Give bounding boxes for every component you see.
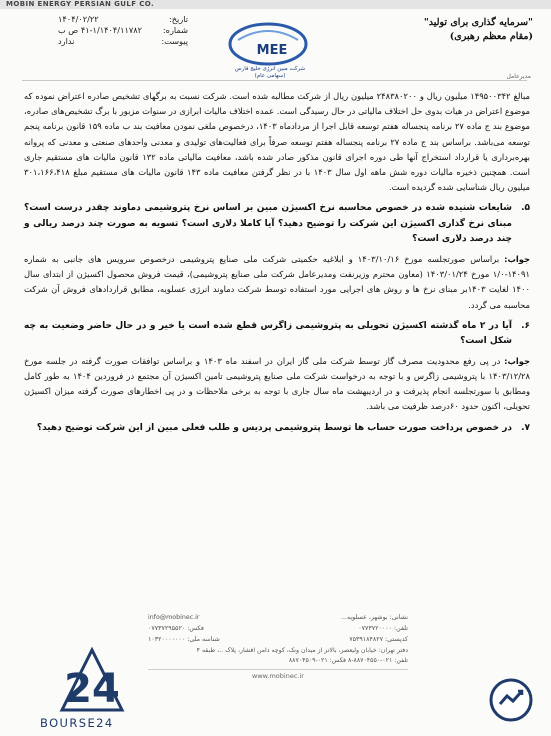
answer-label: جواب: [504,253,530,264]
question-7 [24,421,530,437]
intro-paragraph: مبالغ ۱۴۹۵۰۰۳۴۲ میلیون ریال و ۲۴۸۳۸۰۲۰۰ میلیون ریال از شرکت مطالبه شده است. شرکت نسبت به برگهای تشخیص صادره اعتراض نموده که موضوع اعتراض در هیات بدوی حل اختلاف مالیاتی در حال رسیدگی است. عمده اختلاف مالیات ابرازی در سنوات مزبور با برگ تشخیص‌های صادره، موضوع بند ج ماده ۲۷ برنامه پنجساله هفتم توسعه قابل اجرا از مردادماه ۱۴۰۳، درخصوص ملغی نمودن معافیت بند ب ماده ۱۵۹ قانون برنامه پنجم توسعه می‌باشد. براساس بند ج ماده ۲۷ برنامه پنجساله هفتم توسعه صرفاً برای فعالیت‌های تولیدی و معدنی واحدهای صنعتی و معدنی که پروانه بهره‌برداری یا قرارداد استخراج آنها طی دوره اجرای قانون مذکور صادر شده باشد، معافیت مالیاتی ماده ۱۳۲ قانون مالیات های مستقیم جاری است. همچنین ذخیره مالیات دوره شش ماهه اول سال ۱۴۰۳ با در نظر گرفتن معافیت ماده ۱۴۳ قانون مالیات های مستقیم مبلغ ۳۰۱،۱۶۶،۴۱۸ میلیون ریال شناسایی شده گردیده است. [24,91,530,193]
footer-row [148,612,408,623]
question-number: ۷. [521,422,530,433]
header-divider [22,80,527,81]
answer-6 [24,354,530,415]
question-5 [24,201,530,248]
question-number: ۶. [521,320,530,331]
footer-address: نشانی: بوشهر، عسلویه... [341,614,408,621]
answer-text: براساس صورتجلسه مورخ ۱۴۰۳/۱۰/۱۶ و ابلاغیه حکمیتی شرکت ملی صنایع پتروشیمی درخصوص سرویس های جانبی به شماره ۱۴۰۹۱-۱/۰ مورخ ۱۴۰۳/۰۱/۲۴ (معاون محترم وزیرنفت ومدیرعامل شرکت ملی صنایع پتروشیمی)، قیمت فروش محصول اکسیژن از ابتدای سال ۱۴۰۰ لغایت ۱۴۰۳بر مبنای نرخ ها و روش های اجرایی مورد استفاده توسط شرکت دماوند انرژی عسلویه، مطابق قراردادهای فروش آن شرکت محاسبه می گردد. [24,253,530,310]
question-text: در خصوص پرداخت صورت حساب ها توسط پتروشیمی پردیس و طلب فعلی مبین از این شرکت توضیح دهید؟ [36,422,512,433]
footer-row [148,623,408,634]
company-name-en: MOBIN ENERGY PERSIAN GULF CO. [6,0,155,8]
footer-email: info@mobinec.ir [148,614,200,621]
seal-icon [488,677,534,723]
slogan-quote: "سرمایه گذاری برای تولید" [423,17,533,28]
question-text: آیا در ۲ ماه گذشته اکسیژن تحویلی به پتروشیمی زاگرس قطع شده است یا خیر و در حال حاضر وضعیت به چه شکل است؟ [24,320,512,347]
logo-caption-type: (سهامی عام) [254,73,286,79]
ceo-label: مدیرعامل [506,73,531,80]
question-number: ۵. [521,203,530,214]
meta-number [58,25,188,36]
footer-website: www.mobinec.ir [252,671,304,680]
meta-number-label: شماره: [162,25,188,35]
logo-caption [230,66,310,80]
meta-date-label: تاریخ: [168,14,188,24]
letter-body [24,89,530,440]
question-text: شایعات شنیده شده در خصوص محاسبه نرخ اکسیژن مبین بر اساس نرخ پتروشیمی دماوند چقدر درست است؟ مبنای نرخ گذاری اکسیژن این شرکت را توضیح دهید؟ آیا کاملا دلاری است؟ تسویه به صورت چند درصد ریالی و چند درصد دلاری است؟ [24,203,512,245]
answer-text: در پی رفع محدودیت مصرف گاز توسط شرکت ملی گاز ایران در اسفند ماه ۱۴۰۳ و براساس توافقات صورت گرفته در جلسه مورخ ۱۴۰۳/۱۲/۲۸ با پتروشیمی زاگرس و با توجه به درخواست شرکت ملی صنایع پتروشیمی تامین اکسیژن آن مجتمع در فروردین ۱۴۰۴ به طور کامل ومطابق با سورتجلسه انجام پذیرفت و در اردیبهشت ماه سال جاری با توجه به برخی ملاحظات و در پی اخطارهای صورت گرفته میزان اکسیژن تحویلی، اکنون حدود ۶۰درصد ظرفیت می باشد. [24,355,530,412]
answer-label: جواب: [504,355,530,366]
meta-attachment-label: پیوست: [161,36,188,46]
footer-postal-code: کدپستی: ۷۵۳۹۱۸۴۸۲۷ [349,636,408,644]
letter-footer [148,612,408,732]
meta-number-value: ۴۱-۱/۱۴۰۴/۱۱۷۸۲ ص ب [58,25,143,35]
footer-row [148,634,408,645]
meta-date-value: ۱۴۰۴/۰۲/۲۲ [58,14,99,24]
footer-tehran-phone: تلفن: ۰۲۱-۸۸۷۰۴۵۵۰-۸ فکس: ۰۲۱-۸۸۷۰۴۵۰۹ [288,657,408,665]
bourse24-mark: 24 [64,666,120,712]
footer-phone: تلفن: ۰۷۷۳۷۲۰۰۰۰ [358,625,408,633]
footer-national-id: شناسه ملی: ۱۰۳۲۰۰۰۰۰۰۰ [148,636,220,644]
footer-tehran-office: دفتر تهران: خیابان ولیعصر، بالاتر از میدان ونک، کوچه دامن افشار، پلاک ..، طبقه ۴ [196,646,408,654]
logo-text: MEE [256,43,288,58]
logo-arc [238,31,298,40]
question-6 [24,319,530,350]
slogan [353,16,533,44]
meta-attachment [58,36,188,47]
meta-attachment-value: ندارد [58,36,75,46]
logo-caption-name: شرکت مبین انرژی خلیج فارس [234,66,306,72]
footer-divider [148,669,408,670]
letter-meta [58,14,188,47]
meta-date [58,14,188,25]
slogan-author: (مقام معظم رهبری) [449,31,533,42]
bourse24-wordmark: BOURSE24 [40,716,114,730]
answer-5 [24,252,530,313]
footer-fax: فکس: ۰۷۷۳۷۲۹۵۵۲۰ [148,625,204,633]
